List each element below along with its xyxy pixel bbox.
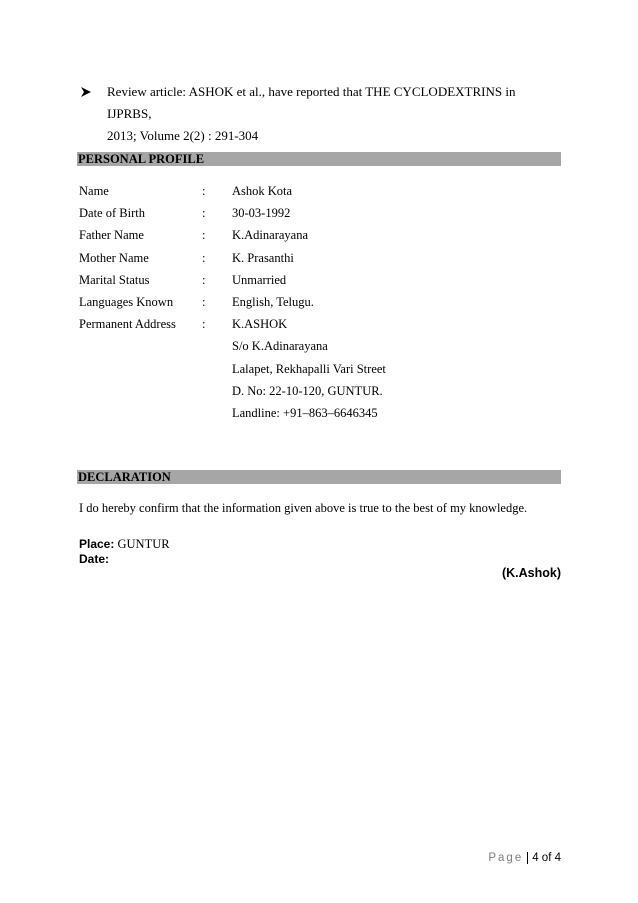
signature: (K.Ashok)	[501, 566, 561, 580]
declaration-heading: DECLARATION	[77, 470, 561, 484]
bullet-line-1: Review article: ASHOK et al., have reported that THE CYCLODEXTRINS in IJPRBS,	[107, 84, 516, 121]
profile-label: Permanent Address	[79, 317, 176, 332]
profile-colon: :	[202, 250, 206, 265]
profile-colon: :	[202, 317, 206, 332]
bullet-line-2: 2013; Volume 2(2) : 291-304	[107, 128, 259, 143]
profile-colon: :	[202, 272, 206, 287]
profile-label: Mother Name	[79, 250, 149, 265]
profile-value: Ashok Kota	[232, 184, 293, 198]
profile-colon: :	[202, 184, 206, 198]
profile-value: K.Adinarayana	[232, 228, 309, 243]
page-footer	[488, 852, 561, 864]
arrowhead-bullet-icon	[80, 86, 92, 98]
profile-value: English, Telugu.	[232, 294, 314, 309]
profile-label: Name	[79, 184, 109, 198]
page-word: Page	[488, 852, 524, 864]
profile-value: 30-03-1992	[232, 206, 291, 221]
place-label: Place:	[79, 537, 115, 551]
profile-colon: :	[202, 228, 206, 243]
profile-value: Landline: +91–863–6646345	[232, 405, 378, 420]
place-line	[79, 536, 170, 552]
profile-colon: :	[202, 294, 206, 309]
profile-label: Father Name	[79, 228, 144, 243]
profile-label: Date of Birth	[79, 206, 145, 221]
page-number: 4 of 4	[527, 852, 561, 864]
profile-colon: :	[202, 206, 206, 221]
declaration-text: I do hereby confirm that the information given above is true to the best of my knowledge.	[79, 501, 528, 515]
profile-label: Marital Status	[79, 272, 150, 287]
profile-value: Lalapet, Rekhapalli Vari Street	[232, 361, 386, 376]
date-label: Date:	[79, 552, 110, 566]
date-line	[79, 551, 109, 567]
personal-profile-heading: PERSONAL PROFILE	[77, 152, 561, 166]
profile-value: D. No: 22-10-120, GUNTUR.	[232, 383, 383, 398]
profile-value: K. Prasanthi	[232, 250, 294, 265]
place-value: GUNTUR	[114, 537, 170, 551]
profile-value: S/o K.Adinarayana	[232, 339, 328, 354]
profile-value: K.ASHOK	[232, 317, 288, 332]
profile-label: Languages Known	[79, 294, 174, 309]
review-article-bullet	[80, 81, 560, 147]
profile-value: Unmarried	[232, 272, 287, 287]
